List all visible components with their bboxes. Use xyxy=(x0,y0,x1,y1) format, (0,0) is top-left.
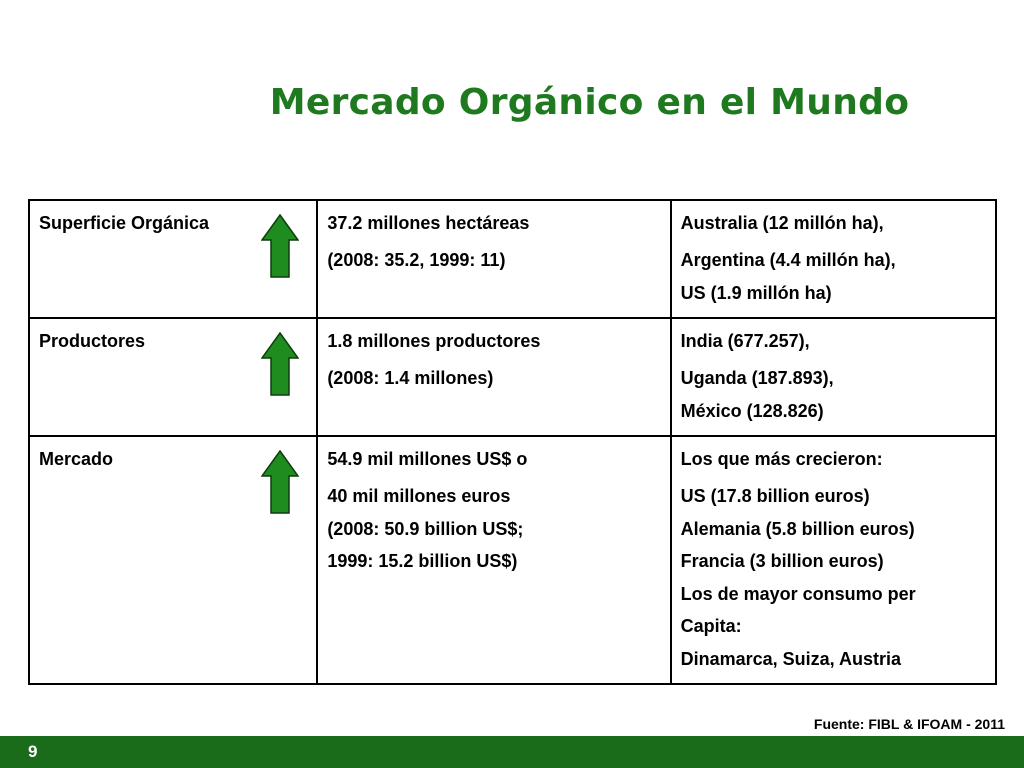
slide-number: 9 xyxy=(28,742,38,761)
row-value-cell xyxy=(317,200,670,318)
organic-market-table xyxy=(28,199,997,685)
value-line: (2008: 35.2, 1999: 11) xyxy=(327,250,506,270)
row-label: Mercado xyxy=(39,449,114,469)
row-label-cell xyxy=(29,318,317,436)
detail-line: Uganda (187.893), xyxy=(680,368,834,388)
value-line: 1.8 millones productores xyxy=(327,331,541,351)
detail-line: Dinamarca, Suiza, Austria xyxy=(680,648,901,669)
detail-line: India (677.257), xyxy=(680,331,810,351)
footer-bar xyxy=(0,736,1024,768)
value-line: 37.2 millones hectáreas xyxy=(327,213,530,233)
row-label: Productores xyxy=(39,331,146,351)
source-citation: Fuente: FIBL & IFOAM - 2011 xyxy=(813,716,1005,732)
slide-title: Mercado Orgánico en el Mundo xyxy=(269,82,910,123)
row-detail-cell xyxy=(671,436,996,684)
detail-line: Los que más crecieron: xyxy=(680,449,883,469)
value-line: 40 mil millones euros xyxy=(327,486,511,506)
row-label: Superficie Orgánica xyxy=(39,213,210,233)
detail-line: Argentina (4.4 millón ha), xyxy=(680,250,896,270)
table-row-superficie xyxy=(29,200,996,318)
detail-line: Francia (3 billion euros) xyxy=(680,551,884,571)
detail-line: México (128.826) xyxy=(680,400,824,421)
up-arrow-icon xyxy=(261,214,299,278)
table-row-productores xyxy=(29,318,996,436)
value-line: 54.9 mil millones US$ o xyxy=(327,449,528,469)
row-value-cell xyxy=(317,318,670,436)
detail-line: Capita: xyxy=(680,616,742,636)
row-detail-cell xyxy=(671,200,996,318)
value-line: (2008: 50.9 billion US$; xyxy=(327,518,524,539)
detail-line: US (17.8 billion euros) xyxy=(680,486,870,506)
table-row-mercado xyxy=(29,436,996,684)
row-detail-cell xyxy=(671,318,996,436)
detail-line: US (1.9 millón ha) xyxy=(680,282,832,303)
value-line: (2008: 1.4 millones) xyxy=(327,368,494,388)
up-arrow-icon xyxy=(261,450,299,514)
row-value-cell xyxy=(317,436,670,684)
row-label-cell xyxy=(29,200,317,318)
detail-line: Australia (12 millón ha), xyxy=(680,213,884,233)
value-line: 1999: 15.2 billion US$) xyxy=(327,551,518,571)
detail-line: Los de mayor consumo per xyxy=(680,583,916,604)
up-arrow-icon xyxy=(261,332,299,396)
detail-line: Alemania (5.8 billion euros) xyxy=(680,518,915,539)
row-label-cell xyxy=(29,436,317,684)
